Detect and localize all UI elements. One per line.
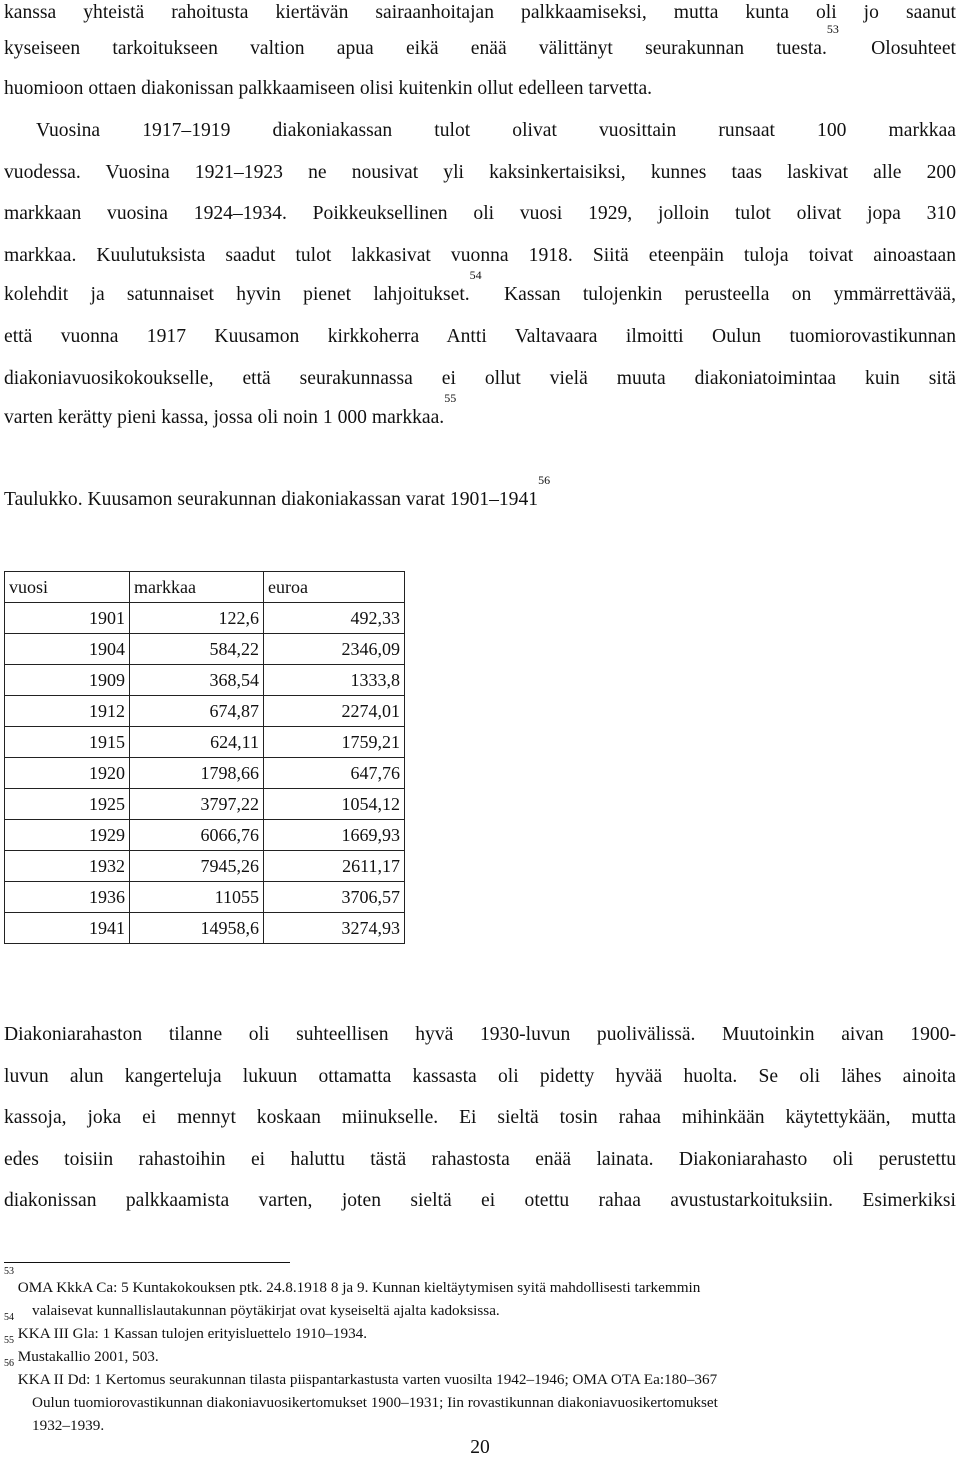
table-cell: 11055 <box>130 882 264 913</box>
footnote: $^{56}$ KKA II Dd: 1 Kertomus seurakunnan tilasta piispantarkastusta varten vuosilta 1942–1946; OMA OTA Ea:180–367 <box>4 1358 718 1388</box>
body-line: vuodessa. Vuosina 1921–1923 ne nousivat yli kaksinkertaisiksi, kunnes taas laskivat alle 200 <box>4 162 956 183</box>
footnote-ref[interactable]: 55 <box>444 391 457 405</box>
table-cell: 1929 <box>5 820 130 851</box>
table-cell: 1333,8 <box>264 665 405 696</box>
table-cell: 3706,57 <box>264 882 405 913</box>
body-line: kanssa yhteistä rahoitusta kiertävän sairaanhoitajan palkkaamiseksi, mutta kunta oli jo saanut <box>4 2 956 23</box>
table-cell: 1909 <box>5 665 130 696</box>
table-cell: 624,11 <box>130 727 264 758</box>
table-cell: 1054,12 <box>264 789 405 820</box>
body-line: Diakoniarahaston tilanne oli suhteellisen hyvä 1930-luvun puolivälissä. Muutoinkin aivan 1900- <box>4 1024 956 1045</box>
footnote-separator <box>4 1262 290 1263</box>
table-cell: 1759,21 <box>264 727 405 758</box>
table-row <box>5 913 405 944</box>
footnote-ref[interactable]: 54 <box>469 268 482 282</box>
body-line: diakoniavuosikokoukselle, että seurakunnassa ei ollut vielä muuta diakoniatoimintaa kuin sitä <box>4 368 956 389</box>
body-line: huomioon ottaen diakonissan palkkaamiseen olisi kuitenkin ollut edelleen tarvetta. <box>4 78 653 99</box>
body-line: kassoja, joka ei mennyt koskaan miinukselle. Ei sieltä tosin rahaa mihinkään käytettykään, mutta <box>4 1107 956 1128</box>
body-line: markkaan vuosina 1924–1934. Poikkeuksellinen oli vuosi 1929, jolloin tulot olivat jopa 310 <box>4 203 956 224</box>
table-cell: 674,87 <box>130 696 264 727</box>
table-cell: 1936 <box>5 882 130 913</box>
table-cell: 122,6 <box>130 603 264 634</box>
table-cell: 1932 <box>5 851 130 882</box>
table-cell: 3274,93 <box>264 913 405 944</box>
footnote: $^{53}$ OMA KkkA Ca: 5 Kuntakokouksen ptk. 24.8.1918 8 ja 9. Kunnan kieltäytymisen syitä mahdollisesti tarkemmin <box>4 1266 701 1296</box>
table-cell: 1798,66 <box>130 758 264 789</box>
table-cell: 1669,93 <box>264 820 405 851</box>
column-header: vuosi <box>5 572 130 603</box>
table-cell: 1912 <box>5 696 130 727</box>
table-cell: 7945,26 <box>130 851 264 882</box>
table-row <box>5 727 405 758</box>
table-header-row <box>5 572 405 603</box>
page-number: 20 <box>470 1437 490 1458</box>
table-cell: 1925 <box>5 789 130 820</box>
body-line: diakonissan palkkaamista varten, joten sieltä ei otettu rahaa avustustarkoituksiin. Esimerkiksi <box>4 1190 956 1211</box>
body-line: kyseiseen tarkoitukseen valtion apua eikä enää välittänyt seurakunnan tuesta.$^{53}$ Olosuhteet <box>4 22 956 59</box>
table-cell: 1904 <box>5 634 130 665</box>
table-cell: 1915 <box>5 727 130 758</box>
table-cell: 2611,17 <box>264 851 405 882</box>
table-cell: 1941 <box>5 913 130 944</box>
table-cell: 14958,6 <box>130 913 264 944</box>
table-row <box>5 696 405 727</box>
table-cell: 6066,76 <box>130 820 264 851</box>
table-row <box>5 789 405 820</box>
column-header: markkaa <box>130 572 264 603</box>
table-row <box>5 820 405 851</box>
table-cell: 3797,22 <box>130 789 264 820</box>
table-caption: Taulukko. Kuusamon seurakunnan diakoniakassan varat 1901–1941$^{56}$ <box>4 473 551 510</box>
data-table <box>4 571 405 944</box>
table-row <box>5 882 405 913</box>
body-line: edes toisiin rahastoihin ei haluttu tästä rahastosta enää lainata. Diakoniarahasto oli perustettu <box>4 1149 956 1170</box>
table-row <box>5 634 405 665</box>
footnote: $^{54}$ KKA III Gla: 1 Kassan tulojen erityisluettelo 1910–1934. <box>4 1312 368 1342</box>
footnote-number: 53 <box>4 1266 14 1277</box>
footnote-continuation: Oulun tuomiorovastikunnan diakoniavuosikertomukset 1900–1931; Iin rovastikunnan diakoniavuosikertomukset <box>32 1394 718 1411</box>
column-header: euroa <box>264 572 405 603</box>
table-cell: 647,76 <box>264 758 405 789</box>
table-cell: 1901 <box>5 603 130 634</box>
table-cell: 492,33 <box>264 603 405 634</box>
body-line: että vuonna 1917 Kuusamon kirkkoherra Antti Valtavaara ilmoitti Oulun tuomiorovastikunnan <box>4 326 956 347</box>
table-cell: 2274,01 <box>264 696 405 727</box>
table-cell: 2346,09 <box>264 634 405 665</box>
footnote-ref[interactable]: 53 <box>826 22 839 36</box>
footnote-number: 56 <box>4 1358 14 1369</box>
body-line: luvun alun kangerteluja lukuun ottamatta kassasta oli pidetty hyvää huolta. Se oli lähes ainoita <box>4 1066 956 1087</box>
table-row <box>5 851 405 882</box>
body-line: varten kerätty pieni kassa, jossa oli noin 1 000 markkaa.$^{55}$ <box>4 391 457 428</box>
table-cell: 1920 <box>5 758 130 789</box>
table-row <box>5 665 405 696</box>
body-line: kolehdit ja satunnaiset hyvin pienet lahjoitukset.$^{54}$ Kassan tulojenkin perusteella on ymmärrettävää, <box>4 268 956 305</box>
table-cell: 368,54 <box>130 665 264 696</box>
body-line: markkaa. Kuulutuksista saadut tulot lakkasivat vuonna 1918. Siitä eteenpäin tuloja toivat ainoastaan <box>4 245 956 266</box>
footnote-continuation: 1932–1939. <box>32 1417 105 1434</box>
footnote-ref[interactable]: 56 <box>538 473 551 487</box>
body-line: Vuosina 1917–1919 diakoniakassan tulot olivat vuosittain runsaat 100 markkaa <box>36 120 956 141</box>
table-row <box>5 758 405 789</box>
table-row <box>5 603 405 634</box>
footnote-number: 55 <box>4 1335 14 1346</box>
footnote-continuation: valaisevat kunnallislautakunnan pöytäkirjat ovat kyseiseltä ajalta kadoksissa. <box>32 1302 500 1319</box>
footnote: $^{55}$ Mustakallio 2001, 503. <box>4 1335 159 1365</box>
footnote-number: 54 <box>4 1312 14 1323</box>
table-cell: 584,22 <box>130 634 264 665</box>
